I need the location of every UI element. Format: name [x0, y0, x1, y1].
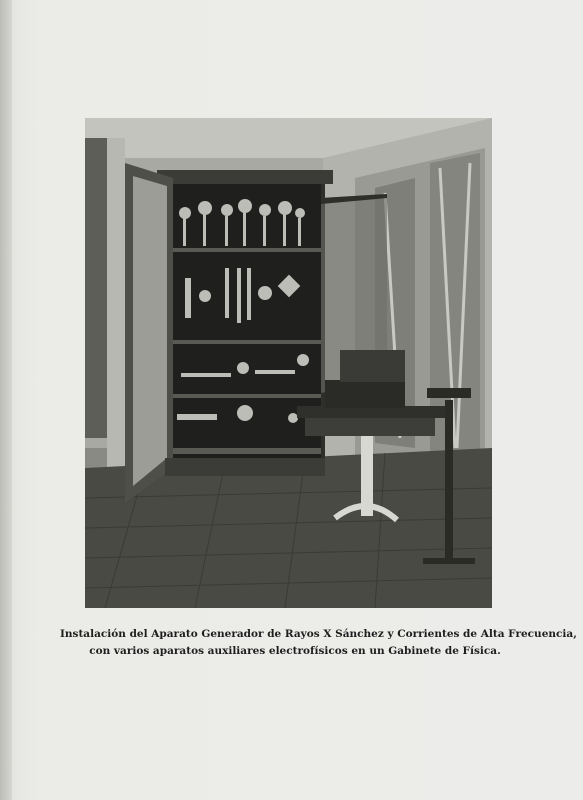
caption-line-1: Instalación del Aparato Generador de Rayos X Sánchez y Corrientes de Alta Frecuencia, — [60, 628, 577, 640]
photograph-drawing — [85, 118, 492, 608]
photo-caption — [60, 626, 577, 660]
page-binding-edge — [0, 0, 12, 800]
photograph — [85, 118, 492, 608]
caption-line-2: con varios aparatos auxiliares electrofísicos en un Gabinete de Física. — [89, 645, 501, 657]
